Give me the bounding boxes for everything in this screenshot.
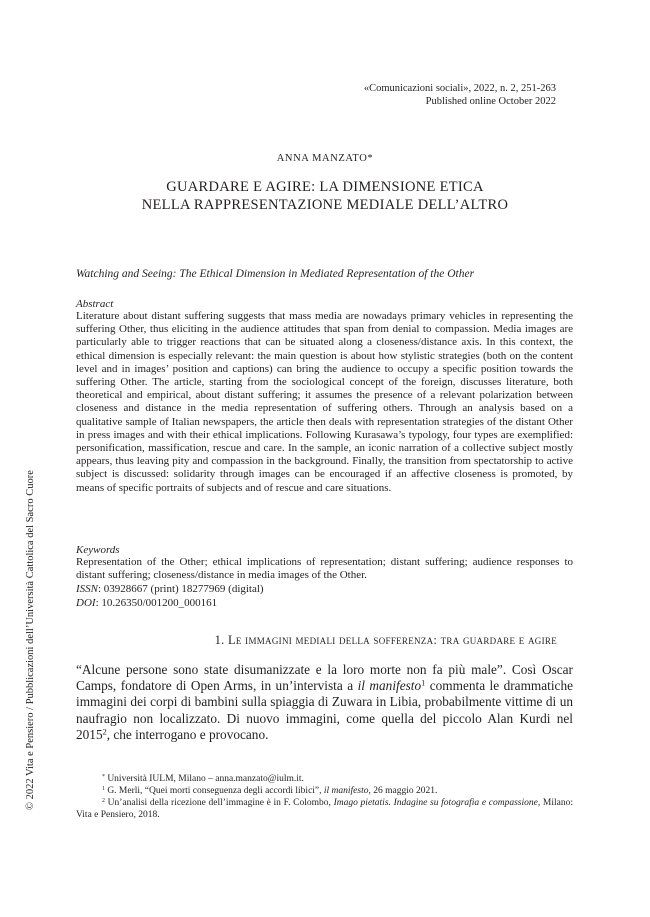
footnote-2-emphasis: Imago pietatis. Indagine su fotografia e compassione bbox=[333, 798, 538, 808]
journal-citation: «Comunicazioni sociali», 2022, n. 2, 251-263 bbox=[363, 83, 556, 94]
published-online: Published online October 2022 bbox=[425, 96, 556, 107]
article-title bbox=[0, 178, 650, 214]
doi-value: : 10.26350/001200_000161 bbox=[95, 597, 218, 609]
author-name: ANNA MANZATO* bbox=[276, 153, 374, 164]
footnote-2 bbox=[76, 797, 573, 821]
issn-line bbox=[76, 583, 264, 595]
keywords-text: Representation of the Other; ethical implications of representation; distant suffering; audience responses to distant suffering; closeness/distance in media images of the Other. bbox=[76, 556, 573, 582]
footnote-1-text-a: G. Merli, “Quei morti conseguenza degli accordi libici”, bbox=[104, 786, 324, 796]
footnote-affiliation bbox=[76, 773, 573, 785]
body-text-2: commenta le drammatiche immagini dei corpi di bambini sulla spiaggia di Zuwara in Libia, probabilmente vittime di un naufragio non localizzato. Di nuovo immagini, come quella del piccolo Alan Kurdi nel 2015 bbox=[76, 678, 574, 742]
issn-label: ISSN bbox=[76, 583, 98, 595]
footnotes bbox=[76, 773, 573, 821]
body-text-1: “Alcune persone sono state disumanizzate e la loro morte non fa più male”. Così Oscar Camps, fondatore di Open Arms, in un’intervista a bbox=[76, 662, 573, 694]
section-heading bbox=[215, 633, 557, 648]
footnote-ref-2: 2 bbox=[102, 727, 107, 737]
doi-line bbox=[76, 597, 217, 609]
footnote-mark-2: 2 bbox=[102, 797, 105, 804]
keywords-label: Keywords bbox=[76, 544, 120, 556]
english-title: Watching and Seeing: The Ethical Dimension in Mediated Representation of the Other bbox=[76, 268, 475, 280]
title-line-2: NELLA RAPPRESENTAZIONE MEDIALE DELL’ALTRO bbox=[141, 197, 509, 213]
doi-label: DOI bbox=[76, 597, 96, 609]
section-number: 1. bbox=[214, 633, 225, 647]
journal-reference bbox=[364, 82, 556, 108]
footnote-2-text-a: Un’analisi della ricezione dell’immagine è in F. Colombo, bbox=[104, 798, 334, 808]
title-line-1: GUARDARE E AGIRE: LA DIMENSIONE ETICA bbox=[166, 179, 484, 195]
body-emphasis: il manifesto bbox=[357, 678, 422, 694]
footnote-1 bbox=[76, 785, 573, 797]
abstract-text: Literature about distant suffering suggests that mass media are nowadays primary vehicles in representing the suffering Other, thus eliciting in the audience attitudes that span from denial to compassion. Media images are particularly able to trigger reactions that can be situated along a closeness/distance axis. In this context, the ethical dimension is especially relevant: the main question is about how stylistic strategies (both on the content level and in images’ position and captions) can bring the audience to occupy a specific position towards the suffering Other. The article, starting from the sociological concept of the foreign, discusses literature, both theoretical and empirical, about distant suffering; it assumes the presence of a relevant polarization between closeness and distance in the media representation of suffering others. Through an analysis based on a qualitative sample of Italian newspapers, the article then deals with representation strategies of the distant Other in press images and with their ethical implications. Following Kurasawa’s typology, four types are exemplified: personification, massification, rescue and care. In the sample, an iconic narration of a collective subject mostly appears, thus leaving pity and compassion in the background. Finally, the transition from spectatorship to active subject is discussed: solidarity through images can be encouraged if an affective closeness is promoted, by means of specific portraits of subjects and of rescue and care situations. bbox=[76, 310, 573, 494]
section-title: Le immagini mediali della sofferenza: tra guardare e agire bbox=[228, 633, 557, 647]
footnote-2-text-b: , Milano: Vita e Pensiero, 2018. bbox=[76, 798, 573, 820]
copyright-imprint: © 2022 Vita e Pensiero / Pubblicazioni dell’Università Cattolica del Sacro Cuore bbox=[25, 470, 36, 810]
issn-value: : 03928667 (print) 18277969 (digital) bbox=[98, 583, 264, 595]
footnote-ref-1: 1 bbox=[421, 678, 426, 688]
footnote-mark-star: * bbox=[102, 773, 105, 780]
body-text-3: , che interrogano e provocano. bbox=[106, 726, 269, 742]
affiliation-text: Università IULM, Milano – anna.manzato@iulm.it. bbox=[104, 774, 304, 784]
footnote-mark-1: 1 bbox=[102, 785, 105, 792]
abstract-label: Abstract bbox=[76, 298, 114, 310]
body-paragraph bbox=[76, 662, 573, 743]
footnote-1-text-b: , 26 maggio 2021. bbox=[368, 786, 438, 796]
footnote-1-emphasis: il manifesto bbox=[323, 786, 369, 796]
